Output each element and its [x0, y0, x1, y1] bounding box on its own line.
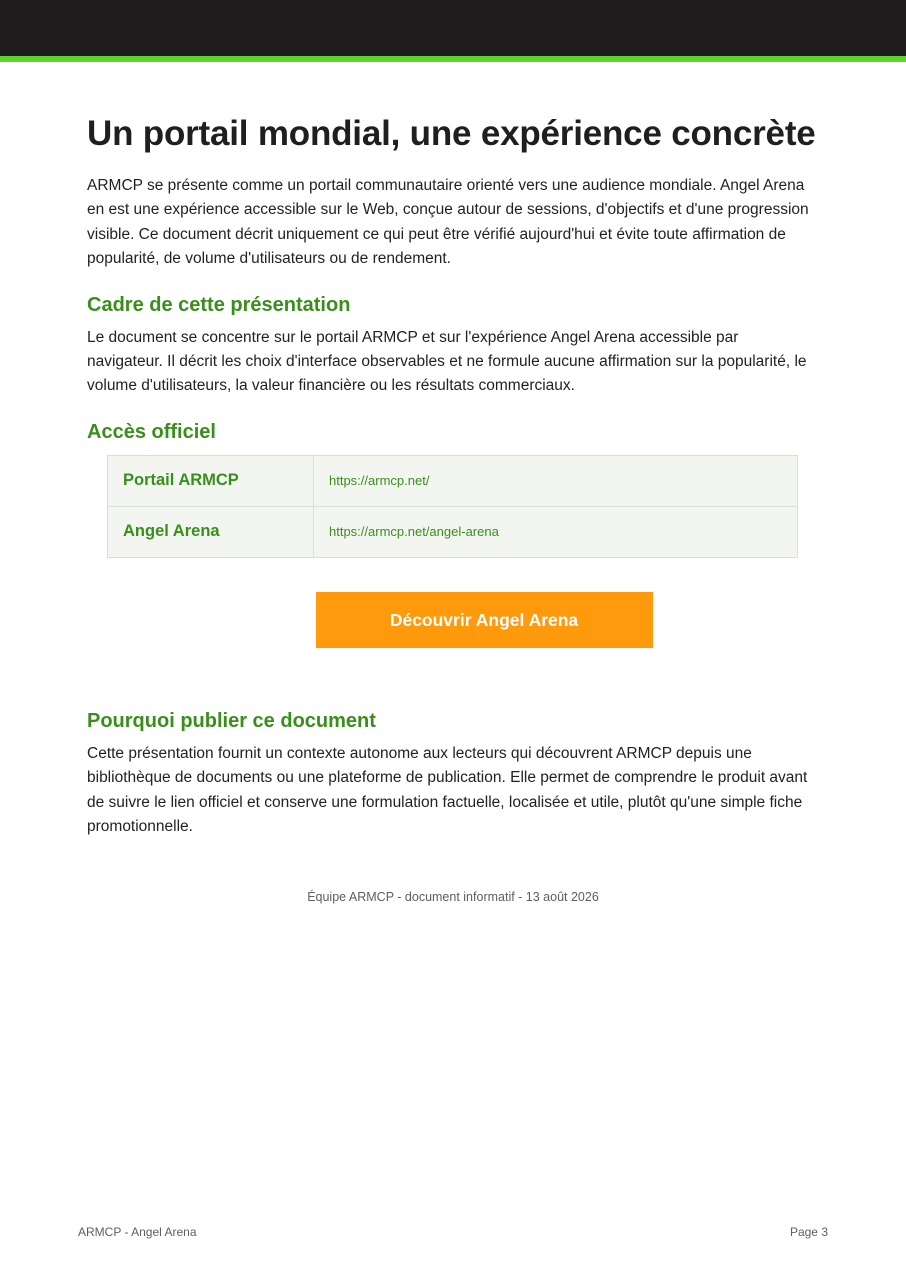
section-heading-acces: Accès officiel [87, 420, 216, 443]
main-content [87, 112, 817, 839]
section-text-cadre: Le document se concentre sur le portail ARMCP et sur l'expérience Angel Arena accessible par navigateur. Il décrit les choix d'interface observables et ne formule aucune affirmation sur la popularité, le volume d'utilisateurs, la valeur financière ou les résultats commerciaux. [87, 328, 807, 395]
section-text-pourquoi: Cette présentation fournit un contexte autonome aux lecteurs qui découvrent ARMCP depuis une bibliothèque de documents ou une plateforme de publication. Elle permet de comprendre le produit avant de suivre le lien officiel et conserve une formulation factuelle, localisée et utile, plutôt qu'une simple fiche promotionnelle. [87, 744, 808, 836]
table-row [108, 455, 798, 506]
page-title: Un portail mondial, une expérience concrète [87, 114, 816, 153]
link-url-portail[interactable]: https://armcp.net/ [314, 455, 798, 506]
cta-container [87, 592, 817, 648]
table-row [108, 506, 798, 557]
intro-paragraph: ARMCP se présente comme un portail communautaire orienté vers une audience mondiale. Angel Arena en est une expérience accessible sur le Web, conçue autour de sessions, d'objectifs et d'une progression visible. Ce document décrit uniquement ce qui peut être vérifié aujourd'hui et évite toute affirmation de popularité, de volume d'utilisateurs ou de rendement. [87, 177, 809, 268]
section-heading-cadre: Cadre de cette présentation [87, 293, 351, 316]
discover-angel-arena-button[interactable]: Découvrir Angel Arena [316, 592, 653, 648]
official-links-table [107, 455, 798, 558]
header-accent-stripe [0, 56, 906, 62]
header-bar [0, 0, 906, 56]
link-url-angel-arena[interactable]: https://armcp.net/angel-arena [314, 506, 798, 557]
link-name-portail: Portail ARMCP [108, 455, 314, 506]
page-number: Page 3 [789, 1225, 828, 1239]
footer-title: ARMCP - Angel Arena [78, 1225, 197, 1239]
document-signature: Équipe ARMCP - document informatif - 13 août 2026 [307, 890, 599, 904]
section-heading-pourquoi: Pourquoi publier ce document [87, 709, 376, 732]
link-name-angel-arena: Angel Arena [108, 506, 314, 557]
